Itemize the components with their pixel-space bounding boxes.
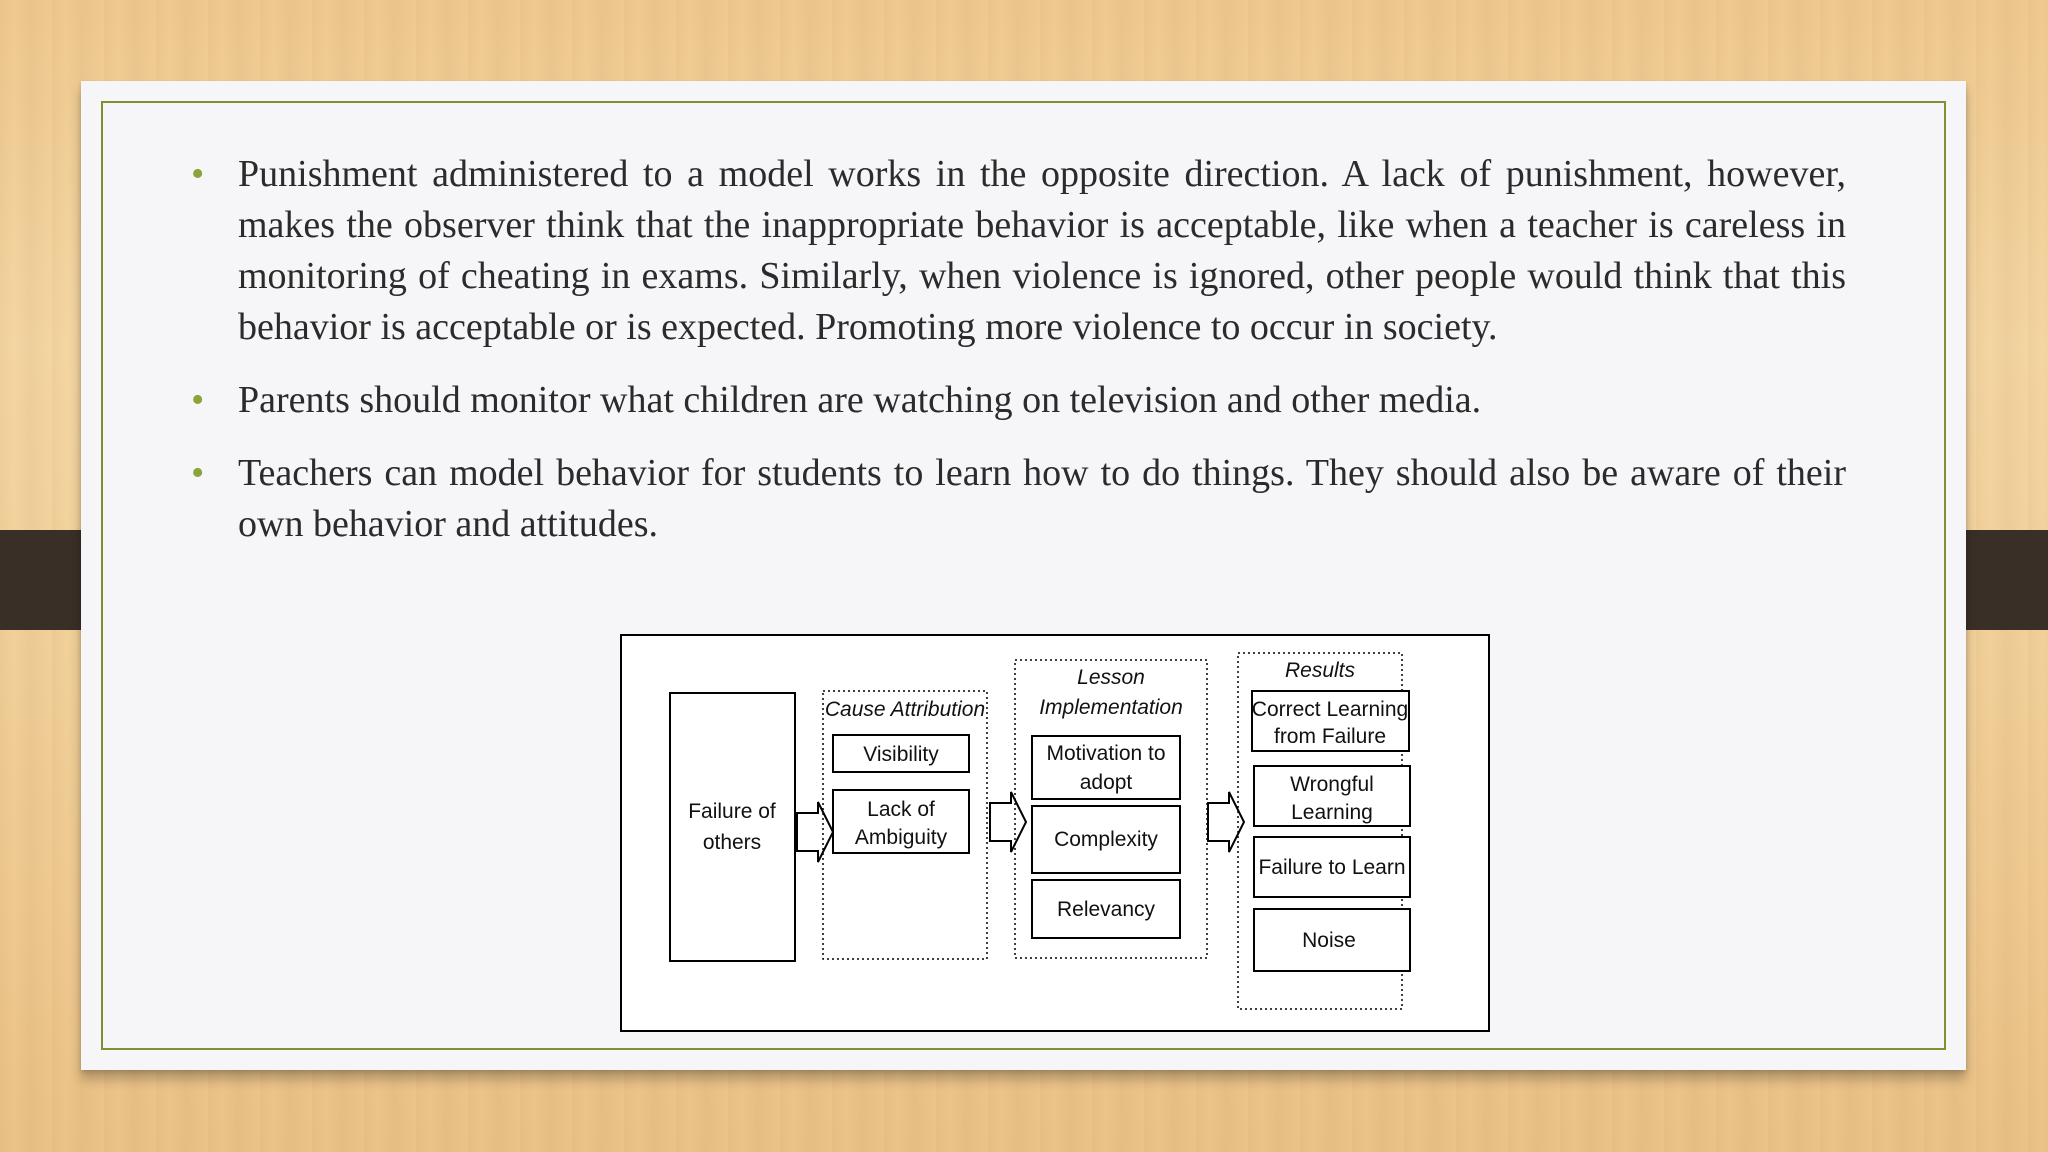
- lesson-title-line1: Lesson: [1077, 666, 1145, 689]
- visibility-label: Visibility: [863, 743, 939, 766]
- lack-of-ambiguity-line2: Ambiguity: [854, 826, 948, 849]
- relevancy-label: Relevancy: [1056, 898, 1156, 921]
- correct-learning-line2: from Failure: [1273, 725, 1387, 748]
- flow-arrow-icon: [797, 802, 833, 862]
- bullet-item-teachers: [191, 448, 1846, 550]
- failure-learning-diagram: [620, 634, 1490, 1032]
- slide: [81, 81, 1966, 1070]
- noise-label: Noise: [1302, 929, 1356, 952]
- bullet-list: [191, 149, 1846, 572]
- bullet-item-punishment: [191, 149, 1846, 353]
- bullet-dot-icon: •: [191, 153, 205, 195]
- lesson-title-line2: Implementation: [1039, 696, 1183, 719]
- wrongful-learning-line1: Wrongful: [1290, 773, 1374, 796]
- cause-attribution-title: Cause Attribution: [824, 698, 986, 721]
- failure-to-learn-label: Failure to Learn: [1258, 856, 1406, 879]
- bullet-dot-icon: •: [191, 452, 205, 494]
- bullet-text: Parents should monitor what children are watching on television and other media.: [238, 379, 1482, 421]
- start-box: [670, 693, 795, 961]
- flow-arrow-icon: [990, 792, 1026, 852]
- bullet-text: Teachers can model behavior for students to learn how to do things. They should also be aware of their own behavior and attitudes.: [238, 452, 1846, 545]
- bullet-item-parents: [191, 375, 1846, 426]
- bullet-dot-icon: •: [191, 379, 205, 421]
- lack-of-ambiguity-line1: Lack of: [867, 798, 935, 821]
- correct-learning-line1: Correct Learning: [1251, 698, 1409, 721]
- motivation-line2: adopt: [1079, 771, 1133, 794]
- bullet-text: Punishment administered to a model works in the opposite direction. A lack of punishment, however, makes the observer think that the inappropriate behavior is acceptable, like when a teacher is careless in monitoring of cheating in exams. Similarly, when violence is ignored, other people would think that this behavior is acceptable or is expected. Promoting more violence to occur in society.: [238, 153, 1846, 348]
- complexity-label: Complexity: [1054, 828, 1158, 851]
- start-label-line1: Failure of: [688, 800, 776, 823]
- wrongful-learning-line2: Learning: [1291, 801, 1373, 824]
- motivation-line1: Motivation to: [1046, 742, 1166, 765]
- results-title: Results: [1284, 659, 1356, 682]
- start-label-line2: others: [702, 831, 762, 854]
